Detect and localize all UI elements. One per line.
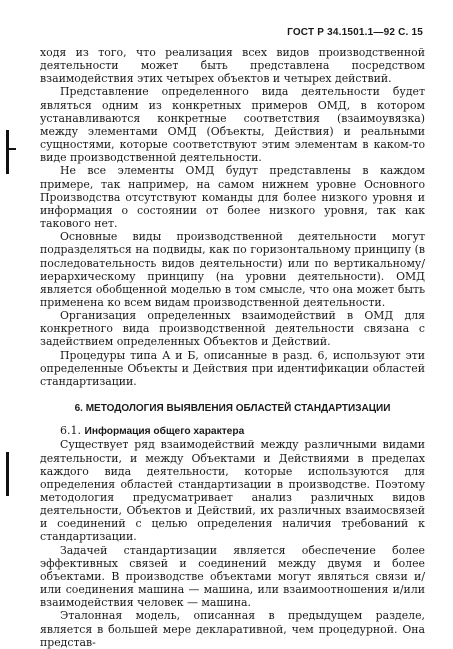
page-header: ГОСТ Р 34.1501.1—92 С. 15 [287, 27, 423, 38]
paragraph: ходя из того, что реализация всех видов производственной деятельности может быть представлена посредством взаимодействия этих четырех объектов и четырех действий. [40, 46, 425, 86]
paragraph: Не все элементы ОМД будут представлены в каждом примере, так например, на самом нижнем уровне Основного Производства отсутствуют команды для более низкого уровня и информация о состоянии от более низкого уровня, так как такового нет. [40, 164, 425, 231]
paragraph: Существует ряд взаимодействий между различными видами деятельности, и между Объектами и Действиями в пределах каждого вида деятельности, которые используются для определения областей стандартизации в производстве. Поэтому методология предусматривает анализ различных видов деятельности, Объектов и Действий, их различных взаимосвязей и соединений с целью определения наличия требований к стандартизации. [40, 438, 425, 544]
paragraph: Организация определенных взаимодействий в ОМД для конкретного вида производственной деятельности связана с задействием определенных Объектов и Действий. [40, 309, 425, 349]
scan-mark-top [6, 130, 9, 174]
paragraph: Эталонная модель, описанная в предыдущем разделе, является в большей мере декларативной, чем процедурной. Она представ- [40, 609, 425, 649]
paragraph: Основные виды производственной деятельности могут подразделяться на подвиды, как по горизонтальному принципу (в последовательность видов деятельности) или по вертикальному/иерархическому принципу (на уровни деятельности). ОМД является обобщенной моделью в том смысле, что она может быть применена ко всем видам производственной деятельности. [40, 230, 425, 309]
subsection-title: Информация общего характера [84, 426, 245, 438]
subsection-number: 6.1. [60, 424, 81, 438]
paragraph: Задачей стандартизации является обеспечение более эффективных связей и соединений между двумя и более объектами. В производстве объектами могут являться связи и/или соединения машина — машина, или взаимоотношения и/или взаимодействия человек — машина. [40, 543, 425, 610]
scan-mark-bottom [6, 452, 9, 496]
document-body [40, 46, 425, 649]
scan-mark-top-notch [6, 148, 16, 150]
section-heading: 6. МЕТОДОЛОГИЯ ВЫЯВЛЕНИЯ ОБЛАСТЕЙ СТАНДАРТИЗАЦИИ [74, 403, 391, 415]
paragraph: Процедуры типа А и Б, описанные в разд. 6, используют эти определенные Объекты и Действия при идентификации областей стандартизации. [40, 348, 425, 388]
subsection-heading [40, 424, 425, 438]
paragraph: Представление определенного вида деятельности будет являться одним из конкретных примеров ОМД, в котором устанавливаются конкретные соответствия (взаимоувязка) между элементами ОМД (Объекты, Действия) и реальными сущностями, которые соответствуют этим элементам в каком-то виде производственной деятельности. [40, 85, 425, 165]
